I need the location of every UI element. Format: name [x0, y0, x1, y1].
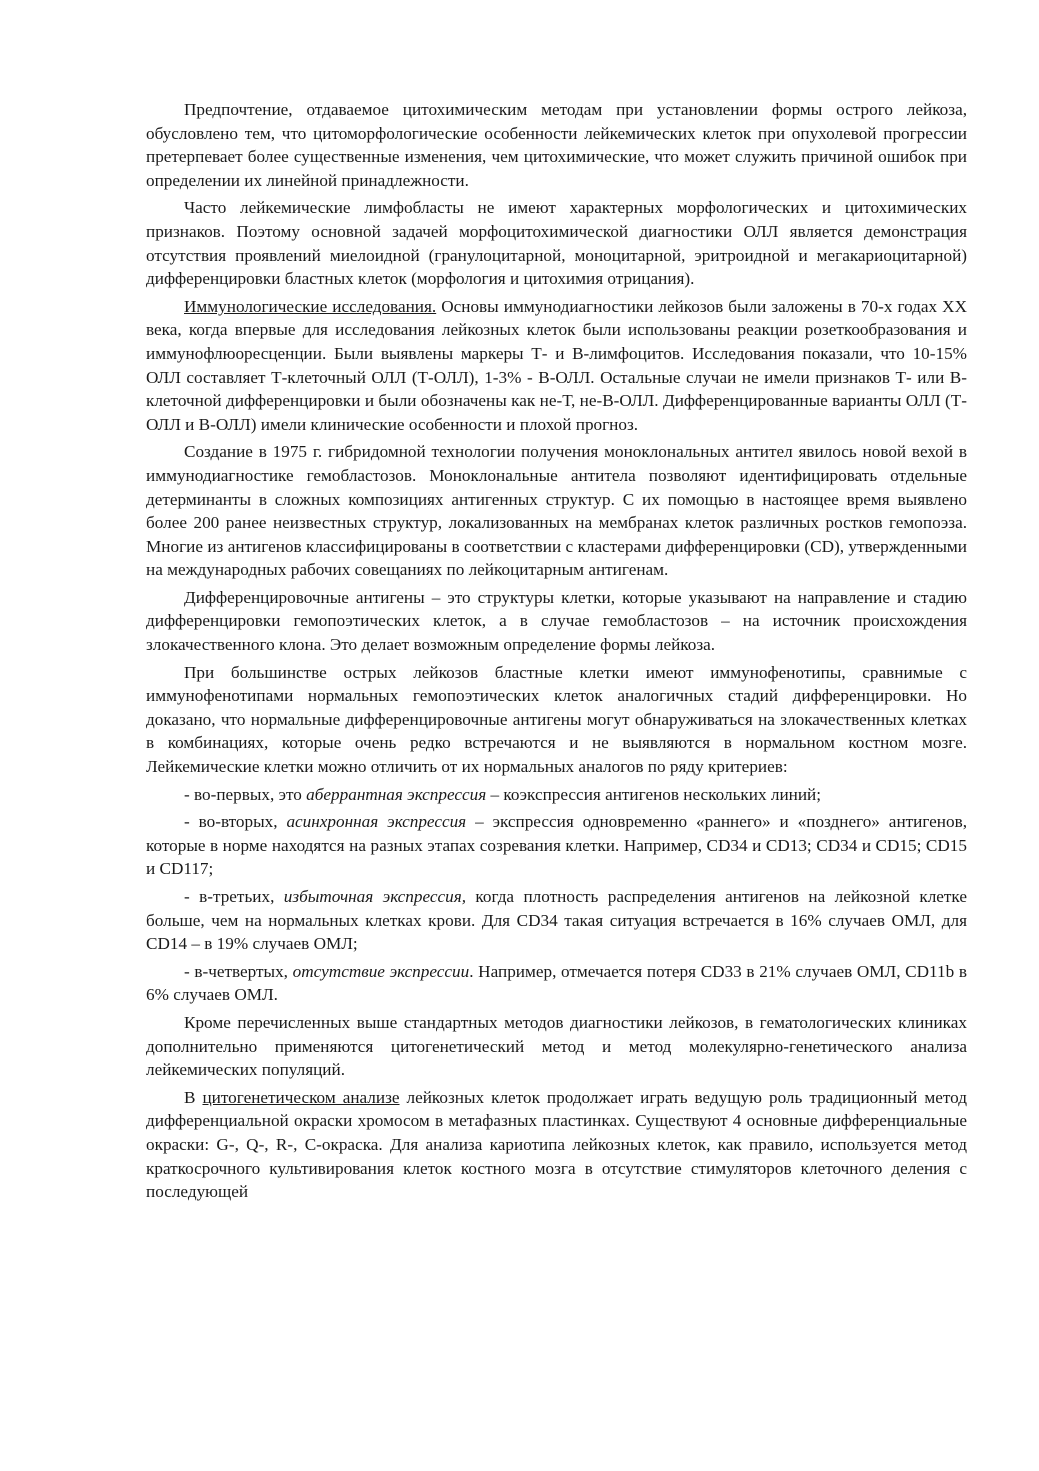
paragraph-immunophenotypes: [146, 661, 967, 779]
list-item-excessive-prefix: - в-третьих,: [184, 887, 284, 906]
list-item-absence-text: . Например, отмечается потеря CD33 в 21% случаев ОМЛ, CD11b в 6% случаев ОМЛ.: [146, 961, 967, 1005]
list-item-absence: [146, 960, 967, 1007]
list-item-excessive-text: когда плотность распределения антигенов на лейкозной клетке больше, чем на нормальных клетках крови. Для CD34 такая ситуация встречается в 16% случаев ОМЛ, для CD14 – в 19% случаев ОМЛ;: [146, 887, 967, 954]
paragraph-1-text: Предпочтение, отдаваемое цитохимическим методам при установлении формы острого лейкоза, обусловлено тем, что цитоморфологические особенности лейкемических клеток при опухолевой прогрессии претерпевает более существенные изменения, чем цитохимические, что может служить причиной ошибок при определении их линейной принадлежности.: [146, 100, 967, 190]
paragraph-hybridoma-text: Создание в 1975 г. гибридомной технологии получения моноклональных антител явилось новой вехой в иммунодиагностике гемобластозов. Моноклональные антитела позволяют идентифицировать отдельные детерминанты в сложных композициях антигенных структур. С их помощью в настоящее время выявлено более 200 ранее неизвестных структур, локализованных на мембранах клеток различных ростков гемопоэза. Многие из антигенов классифицированы в соответствии с кластерами дифференцировки (CD), утвержденными на международных рабочих совещаниях по лейкоцитарным антигенам.: [146, 442, 967, 580]
paragraph-hybridoma: [146, 440, 967, 582]
term-aberrant-expression: аберрантная экспрессия: [306, 784, 487, 804]
paragraph-1: [146, 98, 967, 192]
section-heading-immunology: Иммунологические исследования.: [184, 296, 437, 316]
paragraph-cytogenetic-text: лейкозных клеток продолжает играть ведущую роль традиционный метод дифференциальной окраски хромосом в метафазных пластинках. Существуют 4 основные дифференциальные окраски: G-, Q-, R-, C-окраска. Для анализа кариотипа лейкозных клеток, как правило, используется метод краткосрочного культивирования клеток костного мозга в отсутствие стимуляторов клеточного деления с последующей: [146, 1087, 968, 1202]
term-excessive-expression: избыточная экспрессия,: [283, 887, 466, 906]
paragraph-2-text: Часто лейкемические лимфобласты не имеют характерных морфологических и цитохимических признаков. Поэтому основной задачей морфоцитохимической диагностики ОЛЛ является демонстрация отсутствия проявлений миелоидной (гранулоцитарной, моноцитарной, эритроидной и мегакариоцитарной) дифференцировки бластных клеток (морфология и цитохимия отрицания).: [146, 198, 967, 289]
paragraph-2: [146, 196, 967, 290]
paragraph-additional-methods-text: Кроме перечисленных выше стандартных методов диагностики лейкозов, в гематологических клиниках дополнительно применяются цитогенетический метод и метод молекулярно-генетического анализа лейкемических популяций.: [146, 1012, 967, 1080]
paragraph-immunology: [146, 295, 967, 437]
list-item-aberrant: [146, 783, 967, 807]
paragraph-cytogenetic: [146, 1086, 967, 1204]
paragraph-differentiation-antigens-text: Дифференцировочные антигены – это структуры клетки, которые указывают на направление и стадию дифференцировки гемопоэтических клеток, а в случае гемобластозов – на источник происхождения злокачественного клона. Это делает возможным определение формы лейкоза.: [146, 587, 967, 655]
term-asynchronous-expression: асинхронная экспрессия: [286, 812, 467, 832]
term-absence-of-expression: отсутствие экспрессии: [292, 961, 470, 981]
paragraph-differentiation-antigens: [146, 586, 967, 657]
paragraph-immunophenotypes-text: При большинстве острых лейкозов бластные клетки имеют иммунофенотипы, сравнимые с иммунофенотипами нормальных гемопоэтических клеток аналогичных стадий дифференцировки. Но доказано, что нормальные дифференцировочные антигены могут обнаруживаться на злокачественных клетках в комбинациях, которые очень редко встречаются и не выявляются в нормальном костном мозге. Лейкемические клетки можно отличить от их нормальных аналогов по ряду критериев:: [146, 662, 967, 777]
list-item-asynchronous-prefix: - во-вторых,: [184, 812, 287, 832]
paragraph-cytogenetic-prefix: В: [184, 1087, 203, 1107]
list-item-absence-prefix: - в-четвертых,: [184, 961, 293, 981]
list-item-asynchronous-text: – экспрессия одновременно «раннего» и «позднего» антигенов, которые в норме находятся на разных этапах созревания клетки. Например, CD34 и CD13; CD34 и CD15; CD15 и CD117;: [146, 812, 968, 879]
paragraph-additional-methods: [146, 1011, 967, 1082]
list-item-aberrant-prefix: - во-первых, это: [184, 784, 307, 804]
list-item-aberrant-text: – коэкспрессия антигенов нескольких линий;: [486, 784, 822, 804]
list-item-asynchronous: [146, 810, 967, 881]
list-item-excessive: [146, 885, 967, 956]
paragraph-immunology-text: Основы иммунодиагностики лейкозов были заложены в 70-х годах XX века, когда впервые для исследования лейкозных клеток были использованы реакции розеткообразования и иммунофлюоресценции. Были выявлены маркеры Т- и В-лимфоцитов. Исследования показали, что 10-15% ОЛЛ составляет Т-клеточный ОЛЛ (Т-ОЛЛ), 1-3% - В-ОЛЛ. Остальные случаи не имели признаков Т- или В-клеточной дифференцировки и были обозначены как не-Т, не-В-ОЛЛ. Дифференцированные варианты ОЛЛ (Т-ОЛЛ и В-ОЛЛ) имели клинические особенности и плохой прогноз.: [146, 296, 967, 434]
section-heading-cytogenetic: цитогенетическом анализе: [202, 1087, 400, 1107]
